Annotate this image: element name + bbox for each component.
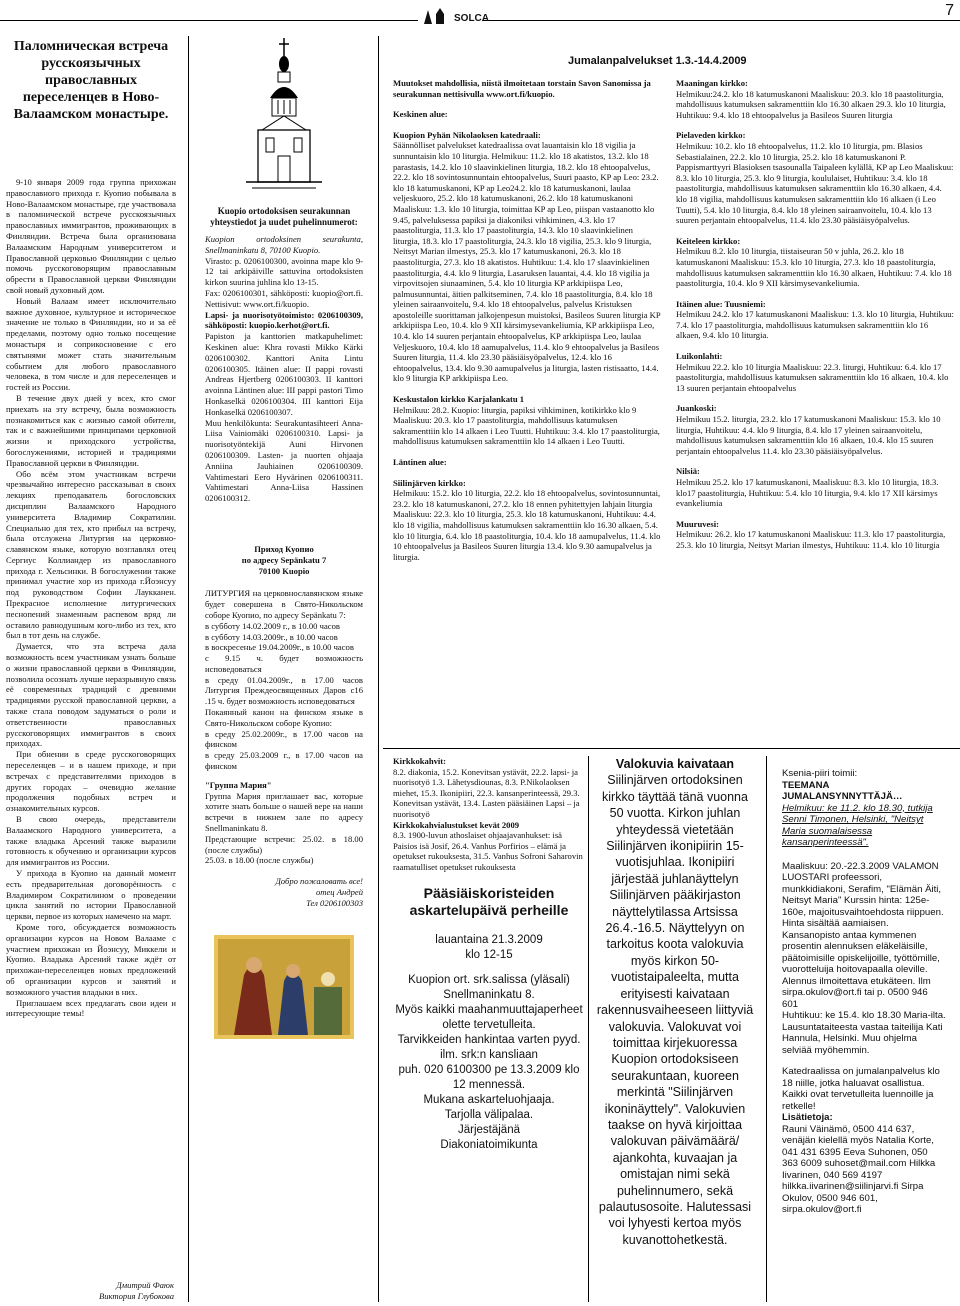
service-text: Helmikuu 24.2. klo 17 katumuskanoni Maaliskuu: 1.3. klo 10 liturgia, Huhtikuu: 7.4. klo 17 paastoliturgia, mahdollisuus katumuksen sakramenttiin klo 16 alkaen, 9.4. klo 10 liturgia. [676,309,954,341]
article-paragraph: 9-10 января 2009 года группа прихожан православного прихода г. Куопио побывала в Ново-Валаамском монастыре, где участвовала в паломнической встрече русскоязычных православных иммигрантов, проживающих в Финляндии. Встреча была организована Валаамским Народным университетом и Православной церковью Финляндии с целью помочь русскоговорящим православным обрести в Православной церкви Финляндии свой новый духовный дом. [6,177,176,295]
russian-service-line: Покаянный канон на финском языке в Свято-Никольском соборе Куопио: [205,707,363,728]
article-paragraph: Кроме того, обсуждается возможность организации курсов на Новом Валааме с участием прихожан из Йоэнсуу, Миккели и Куопио. Владыка Арсений также ждёт от прихожан-переселенцев новых предложений об организации курсов и занятий и возможного участия владыки в них. [6,921,176,997]
contact-line: Fax: 0206100301, sähköposti: kuopio@ort.fi. Nettisivut: www.ort.fi/kuopio. [205,287,363,309]
service-block [676,519,954,551]
service-heading: Luikonlahti: [676,351,723,362]
solca-logo [418,4,489,26]
service-heading: Keiteleen kirkko: [676,235,741,246]
service-heading: Muuruvesi: [676,518,719,529]
services-right [676,78,954,748]
easter-line: Tarjolla välipalaa. [444,1108,534,1121]
service-heading: Kuopion Pyhän Nikolaoksen katedraali: [393,129,541,140]
service-heading: Muutokset mahdollisia, niistä ilmoitetaan torstain Savon Sanomissa ja seurakunnan nettisivulla www.ort.fi/kuopio. [393,78,651,99]
easter-line [393,963,585,973]
section-divider [383,748,960,749]
ksenia-apr: Huhtikuu: ke 15.4. klo 18.30 Maria-ilta. Lausuntataiteesta vastaa taiteilija Kati Hannula, Helsinki. Muu ohjelma selviää myöhemmin. [782,1010,946,1056]
russian-service-line: в среду 01.04.2009г., в 17.00 часов Литургия Преждеосвященных Даров с16 .15 ч. будет возможность исповедоваться [205,674,363,707]
easter-line: lauantaina 21.3.2009 [435,933,543,946]
article-signature [99,1280,174,1302]
article-paragraph: При обнении в среде русскоговорящих переселенцев – и в нашем приходе, и при встречах с представителями приходов в других городах – очевидно желание продолжения подобных встреч и ознакомительных курсов. [6,749,176,814]
service-text: Säännölliset palvelukset katedraalissa ovat lauantaisin klo 18 vigilia ja sunnuntaisin klo 10 liturgia. Helmikuu: 11.2. klo 18 akatistos, 13.2. klo 18 parastasis, 14.2. klo 10 slaavinkielinen liturgia, 18.2. klo 18 ehtoopalvelus, 22.2. klo 18 sovintosunnuntain ehtoopalvelus, Suuri paasto, KP ap Leo: 23.2. klo 18 katumuskanoni, KP ap Leo24.2. klo 18 katumuskanoni, laulaa veljeskuoro, 25.2. klo 18 katumuskanoni, 26.2. klo 18 katumuskanoni Maaliskuu: 1.3. klo 10 liturgia, toimittaa KP ap Leo, piispan vastaanotto klo 9.45, palveluksessa papiksi ja diakoniksi vihkiminen, 4.3. klo 17 paastoliturgia, 11.3. klo 17 paastoliturgia, 14.3. klo 10 slaavinkielinen liturgia, 18.3. klo 17 paastoliturgia, 24.3. klo 18 vigilia, 25.3. klo 9 liturgia, Neitsyt Marian ilmestys, 25.3. klo 17 katumuskanoni, 26.3. klo 18 paastoliturgia, 27.3. klo 18 akatistos. Huhtikuu: 1.4. klo 17 slaavinkielinen paastoliturgia, 4.4. klo 9 liturgia, Lasaruksen lauantai, 4.4. klo 18 vigilia ja virpovitsojen siunaaminen, 5.4. klo 10 liturgia KP arkkipiispa Leo, palmusunnuntai, äitien palkitseminen, 7.4. klo 18 paastoliturgia, 8.4. klo 18 yleinen sairaanvoitelu, 9.4. klo 18 ehtoopalvelus, palvelus Kristuksen apostoleille suorittaman jalkojenpesun muistoksi, Basileos Suuren liturgia KP arkkipiispa Leo, 10.4. klo 9 XII kärsimysevankeliumia, KP arkkipiispa Leo, 10.4. klo 14 suuren perjantain ehtoopalvelus, KP arkkipiispa Leo, laulaa Veljeskuoro, 10.4. klo 18 aamupalvelus, 11.4. klo 9 ehtoopalvelus ja Basileos Suuren liturgia, 11.4. klo 23.30 pääsiäisyöpalvelus, 12.4. klo 16 ehtoopalvelus, 13.4. klo 9.30 aamupalvelus ja liturgia, lasten ristisaatto, 14.4. klo 9 liturgia KP arkkipiispa Leo. [393,140,661,384]
article-paragraph: В свою очередь, представители Валаамского Народного университета, а также владыка Арсений также выразили готовность к обучению и организации курсов для иммигрантов из России. [6,814,176,868]
easter-crafts [393,885,585,1153]
service-heading: Nilsiä: [676,466,700,477]
sign-line: отец Андрей [315,887,363,898]
russian-service-line: в среду 25.03.2009 г., в 17.00 часов на финском [205,750,363,772]
russian-service-line: Группа Мария приглашает вас, которые хотите знать больше о нашей вере на наши встречи в нижнем зале по адресу Snellmaninkatu 8. [205,790,363,834]
addr-line: 70100 Kuopio [258,565,310,576]
service-heading: Keskinen alue: [393,109,448,120]
russian-article [6,38,176,1302]
service-block [393,457,661,468]
article-paragraph: Обо всём этом участникам встречи чрезвычайно интересно рассказывал в своих лекциях преподаватель богословских дисциплин Валаамского Народного университета Владимир Сократилин. Специально для тех, кто прибыл на встречу, была отслужена Литургия на церковно-славянском языке, которую возглавлял отец Сергиус Коллиандер из православного прихода г. Хельсинки. В богослужении также принимал участие хор из прихода г.Йоэнсуу под руководством Софии Лаукканен. Прекрасное исполнение литургических песнопений знаменным распевом вряд ли оставило равнодушным кого-либо из тех, кто был в тот день на службе. [6,468,176,641]
page-header [0,0,960,30]
service-heading: Juankoski: [676,403,717,414]
service-block [676,403,954,456]
russian-service-line: 25.03. в 18.00 (после службы) [205,855,314,866]
easter-line: Mukana askarteluohjaaja. [423,1093,555,1106]
coffee-text: 8.2. diakonia, 15.2. Konevitsan ystävät, 22.2. lapsi- ja nuorisotyö 1.3. Lähetysdiounas, 8.3. P.Nikolaoksen miehet, 15.3. Ikonipiiri, 22.3. kansanperinteessä, 29.3. Konevitsan ystävät, 13.4. Lasten pääsiäinen Lapsi – ja nuorisotyö [393,766,580,819]
service-text: Helmikuu 15.2. liturgia, 23.2. klo 17 katumuskanoni Maaliskuu: 15.3. klo 10 liturgia, Huhtikuu: 4.4. klo 9 liturgia, 8.4. klo 17 yleinen sairaanvoitelu, mahdollisuus katumuksen sakramenttiin klo 16 alkaen, 10.4. klo 15 suuren perjantain ehtoopalvelus 11.4. klo 23.30 pääsiäisyöpalvelus. [676,414,941,456]
ksenia-mar: Maaliskuu: 20.-22.3.2009 VALAMON LUOSTARI profeessori, munkkidiakoni, Serafim, "Elämän Äiti, Neitsyt Maria" Kurssin hinta: 125e-160e, majoitusvaihtoehdosta riippuen. Hinta sisältää aamiaisen. Kansanopisto antaa kymmenen prosentin alennuksen eläkeläisille, päätoimisille opiskelijoille, työttömille, vuorotteluija hoitovapaalla oleville. Alennus ilmoitettava etukäteen. Ilm sirpa.okulov@ort.fi tai p. 0500 946 601 [782,860,944,1010]
service-text: Helmikuu: 10.2. klo 18 ehtoopalvelus, 11.2. klo 10 liturgia, pm. Blasios Sebastialainen, 22.2. klo 10 liturgia, 25.2. klo 18 katumuskanoni P. Pappismarttyyri Blasioksen tsasounalla Taipaleen kylällä, KP ap Leo Maaliskuu: 8.3. klo 10 liturgia, 25.3. klo 9 liturgia, koululaiset, Huhtikuu: 3.4. klo 18 paastoliturgia, mahdollisuus katumuksen sakramenttiin klo 16.30 alkaen, 4.4. klo 18 vigilia, mahdollisuus katumuksen sakramenttiin klo 16 alkaen (i Leo Tuutti), 5.4. klo 10 liturgia, 8.4. klo 18 yleinen sairaanvoitelu, 10.4. klo 13 suuren perjantain ehtoopalvelus, 11.4. klo 23.30 pääsiäisyöpalvelus. [676,140,954,226]
service-heading: Maaningan kirkko: [676,78,748,88]
contacts-column [205,38,363,1302]
service-text: Helmikuu:24.2. klo 18 katumuskanoni Maaliskuu: 20.3. klo 18 paastoliturgia, mahdollisuus katumuksen sakramenttiin klo 16.30 alkaen 29.3. klo 10 liturgia, Huhtikuu: 9.4. klo 18 ehtoopalvelus ja Basileos Suuren liturgia [676,88,946,120]
contact-line: Virasto: p. 0206100300, avoinna mape klo 9-12 tai arkipäiville sattuvina ortodoksisten kirkon suurina juhlina klo 13-15. [205,255,363,288]
talks-heading: Kirkkokahvialustukset kevät 2009 [393,819,520,830]
ksenia-circle [782,768,946,1302]
service-block [676,236,954,289]
priest-signature [205,876,363,908]
easter-title: Pääsiäiskoristeiden askartelupäivä perheille [409,884,569,918]
service-block [676,130,954,225]
author-1: Дмитрий Фаюк [116,1280,174,1290]
column-divider [188,36,189,1302]
service-block [393,78,661,99]
service-block [676,299,954,341]
addr-line: по адресу Sepänkatu 7 [241,554,327,565]
ksenia-info: Rauni Väinämö, 0500 414 637, venäjän kielellä myös Natalia Korte, 041 431 6395 Eeva Suhonen, 050 363 6009 suhoset@mail.com Hilkka Iivarinen, 040 569 4197 hilkka.iivarinen@siilinjarvi.fi Sirpa Okulov, 0500 946 601, sirpa.okulov@ort.fi [782,1123,936,1215]
russian-service-line: в субботу 14.03.2009г., в 10.00 часов [205,631,338,642]
services-title: Jumalanpalvelukset 1.3.-14.4.2009 [568,55,747,67]
service-heading: Itäinen alue: Tuusniemi: [676,298,766,309]
article-title: Паломническая встреча русскоязычных православных переселенцев в Ново-Валаамском монастыре. [13,39,169,122]
service-block [676,78,954,120]
service-block [676,351,954,393]
russian-service-line: в среду 25.02.2009г., в 17.00 часов на финском [205,728,363,750]
article-paragraph: Приглашаем всех предлагать свои идеи и интересующие темы! [6,997,176,1019]
article-body [6,177,176,1019]
article-paragraph: Думается, что эта встреча дала возможность всем участникам узнать больше о жизни православной церкви в Финляндии, позволила осознать лучше неразрывную связь её современных традиций с древними традициями русской православной церкви, а также стала поводом задуматься о роли и ответственности православных русскоговорящих иммигрантов в своих приходах. [6,641,176,749]
page-number: 7 [945,2,954,19]
ksenia-feb: Helmikuu: ke 11.2. klo 18.30, tutkija Senni Timonen, Helsinki, "Neitsyt Maria suomalaisessa kansanperinteessä". [782,802,933,848]
church-illustration [236,38,332,198]
contacts-text [205,234,363,504]
service-text: Helmikuu: 15.2. klo 10 liturgia, 22.2. klo 18 ehtoopalvelus, sovintosunnuntai, 23.2. klo 18 katumuskanoni, 27.2. klo 18 ennen pyhitettyjen lahjain liturgia Maaliskuu: 22.3. klo 10 liturgia, 25.3. klo 18 katumuskanoni, Huhtikuu: 4.4. klo 18 vigilia, mahdollisuus katumuksen sakramenttiin klo 16.30 alkaen, 5.4. klo 10 liturgia, 6.4. klo 18 paastoliturgia, 10.4. klo 18 aamupalvelus, 11.4. klo 10 ehtoopalvelus ja Basileos Suuren liturgia 13.4. klo 9.30 aamupalvelus ja liturgia. [393,488,661,562]
russian-service-line: "Группа Мария" [205,779,272,790]
service-heading: Keskustalon kirkko Karjalankatu 1 [393,394,525,405]
service-text: Helmikuu 8.2. klo 10 liturgia, tiistaiseuran 50 v juhla, 26.2. klo 18 katumuskanoni Maaliskuu: 15.3. klo 10 liturgia, 27.3. klo 18 paastoliturgia, mahdollisuus katumuksen sakramenttiin klo 16.30 alkaen, Huhtikuu: 7.4. klo 18 paastoliturgia, 10.4. klo 9 XII kärsimysevankeliumia. [676,246,952,289]
easter-line: Kuopion ort. srk.salissa (yläsali) Snellmaninkatu 8. [408,973,570,1001]
service-text: Helmikuu: 28.2. Kuopio: liturgia, papiksi vihkiminen, kotikirkko klo 9 Maaliskuu: 20.3. klo 17 paastoliturgia, mahdollisuus katumuksen sakramenttiin klo 14 alkaen i Leo Tuutti. Huhtikuu: 3.4. klo 17 paastoliturgia, mahdollisuus katumuksen sakramenttiin klo 14 alkaen i Leo Tuutti. [393,404,660,447]
service-block [676,466,954,508]
service-block [393,478,661,563]
article-paragraph: У прихода в Куопио на данный момент есть предварительная договорённость с Владимиром Сократилином о проведении цикла занятий по истории Православной церкви, первое из которых намечено на март. [6,868,176,922]
easter-line: puh. 020 6100300 pe 13.3.2009 klo 12 mennessä. [398,1063,580,1091]
parish-address [205,544,363,576]
photos-wanted [594,756,756,1306]
ksenia-lead: Ksenia-piiri toimii: [782,768,858,779]
author-2: Виктория Глубокова [98,1291,174,1301]
contact-line: Lapsi- ja nuorisotyötoimisto: 0206100309, sähköposti: kuopio.kerhot@ort.fi. [205,309,363,331]
contact-line: Kuopion ortodoksinen seurakunta, Snellmaninkatu 8, 70100 Kuopio. [205,234,363,255]
photos-text: Siilinjärven ortodoksinen kirkko täyttää tänä vuonna 50 vuotta. Kirkon juhlan yhteydessä vietetään Siilinjärven ikonipiirin 15-vuotisjuhlaa. Ikonipiiri järjestää juhlanäyttelyn Siilinjärven pääkirjaston näyttelytilassa Artsissa 26.4.-16.5. Näyttelyyn on tarkoitus koota valokuvia myös kirkon 50-vuotistaipaleelta, mutta erityisesti kaivataan rakennusvaiheeseen liittyviä valokuvia. Valokuvat voi toimittaa kirjekuoressa Kuopion ortodoksiseen seurakuntaan, kuoreen merkintä "Siilinjärven ikoninäyttely". Valokuvien taakse on hyvä kirjoittaa valokuvan päivämäärä/ ajankohta, kuvaajan ja omistajan nimi sekä puhelinnumero, sekä palautusosoite. Halutessasi voi lyhyesti kertoa myös kuvanottohetkestä. [596,773,754,1247]
article-paragraph: Новый Валаам имеет исключительно важное духовное, культурное и историческое значение не только в Финляндии, но и за её пределами, поэтому одно только посещение монастыря и соприкосновение с его святынями может стать значительным событием для любого православного человека, в том числе и для переселенцев и гостей из России. [6,295,176,393]
contacts-title: Kuopio ortodoksisen seurakunnan yhteystiedot ja uudet puhelinnumerot: [210,206,358,227]
logo-text: SOLCA [454,13,489,24]
service-heading: Pielaveden kirkko: [676,130,746,141]
service-text: Helmikuu 25.2. klo 17 katumuskanoni, Maaliskuu: 8.3. klo 10 liturgia, 18.3. klo17 paastoliturgia, Huhtikuu: 5.4. klo 10 liturgia, 9.4. klo 17 XII kärsimys evankeliumia [676,477,939,509]
easter-line: Diakoniatoimikunta [440,1138,538,1151]
church-coffee-column [393,756,585,1306]
sign-line: Добро пожаловать все! [275,876,363,887]
russian-services [205,588,363,866]
coffee-heading: Kirkkokahvit: [393,756,447,766]
service-text: Helmikuu: 26.2. klo 17 katumuskanoni Maaliskuu: 11.3. klo 17 paastoliturgia, 25.3. klo 10 liturgia, Neitsyt Marian ilmestys, Huhtikuu: 11.4. klo 10 liturgia [676,529,946,550]
services-left [393,78,661,748]
easter-line: klo 12-15 [465,948,513,961]
addr-line: Приход Куопио [254,543,314,554]
icon-image [214,935,354,1039]
ksenia-note: Katedraalissa on jumalanpalvelus klo 18 niille, jotka haluavat osallistua. Kaikki ovat tervetulleita luennoille ja retkelle! [782,1066,940,1112]
easter-line: Myös kaikki maahanmuuttajaperheet olette tervetulleita. [395,1003,583,1031]
ksenia-info-heading: Lisätietoja: [782,1112,833,1123]
service-block [393,130,661,384]
photos-title: Valokuvia kaivataan [615,757,735,771]
russian-service-line: Предстающие встречи: 25.02. в 18.00 (после службы) [205,833,363,855]
column-divider [766,756,767,1302]
column-divider [588,756,589,1302]
russian-service-line: ЛИТУРГИЯ на церковнославянском языке будет совершена в Свято-Никольском соборе Куопио, по адресу Sepänkatu 7: [205,588,363,620]
service-heading: Läntinen alue: [393,457,447,467]
russian-service-line: в субботу 14.02.2009 г., в 10.00 часов [205,620,340,631]
easter-line: Tarvikkeiden hankintaa varten pyyd. ilm. srk:n kansliaan [397,1033,581,1061]
service-heading: Siilinjärven kirkko: [393,477,466,488]
easter-line: Järjestäjänä [457,1123,520,1136]
easter-body [393,933,585,1153]
contact-line: Papiston ja kanttorien matkapuhelimet: Keskinen alue: Khra rovasti Mikko Kärki 0206100302. Kanttori Anita Lintu 0206100305. Itäinen alue: II pappi rovasti Andreas Hjertberg 0206100303. II kanttori avoinna Läntinen alue: III pappi pastori Timo Honkaselkä 0206100304. III kanttori Eija Honkaselkä 0206100307. [205,331,363,417]
service-block [393,394,661,447]
russian-service-line: в воскресенье 19.04.2009г., в 10.00 часов [205,642,354,653]
article-paragraph: В течение двух дней у всех, кто смог приехать на эту встречу, была возможность познакомиться как с жизнью самой обители, так и с важнейшими принципами церковной жизни и приходского устройства, богослужениями, историей и традициями Православной церкви в Финляндии. [6,392,176,468]
column-divider [378,36,379,1302]
service-text: Helmikuu 22.2. klo 10 liturgia Maaliskuu: 22.3. liturgi, Huhtikuu: 6.4. klo 17 paastoliturgia, mahdollisuus katumuksen sakramenttiin klo 16 alkaen, 10.4. klo 13 suuren perjantain ehtoopalvelus [676,361,949,393]
service-block [393,109,661,120]
contact-line: Muu henkilökunta: Seurakuntasihteeri Anna-Liisa Vainiomäki 0206100310. Lapsi- ja nuorisotyöntekijä Auni Hirvonen 0206100309. Lasten- ja nuorten ohjaaja Anniina Jauhiainen 0206100309. Vahtimestari Eero Hyvärinen 0206100311. Vahtimestari Anna-Liisa Hassinen 0206100312. [205,417,363,504]
russian-service-line: с 9.15 ч. будет возможность исповедоваться [205,653,363,674]
sign-line: Тел 0206100303 [306,897,363,908]
ksenia-theme: TEEMANA JUMALANSYNNYTTÄJÄ… [782,779,903,802]
talks-text: 8.3. 1900-luvun athoslaiset ohjaajavanhukset: isä Paisios isä Josif, 26.4. Vanhus Porfirios – elämä ja opetukset rukouksesta, 31.5. Vanhus Sofroni Saharovin raamatulliset opetukset rukouksesta [393,830,583,872]
